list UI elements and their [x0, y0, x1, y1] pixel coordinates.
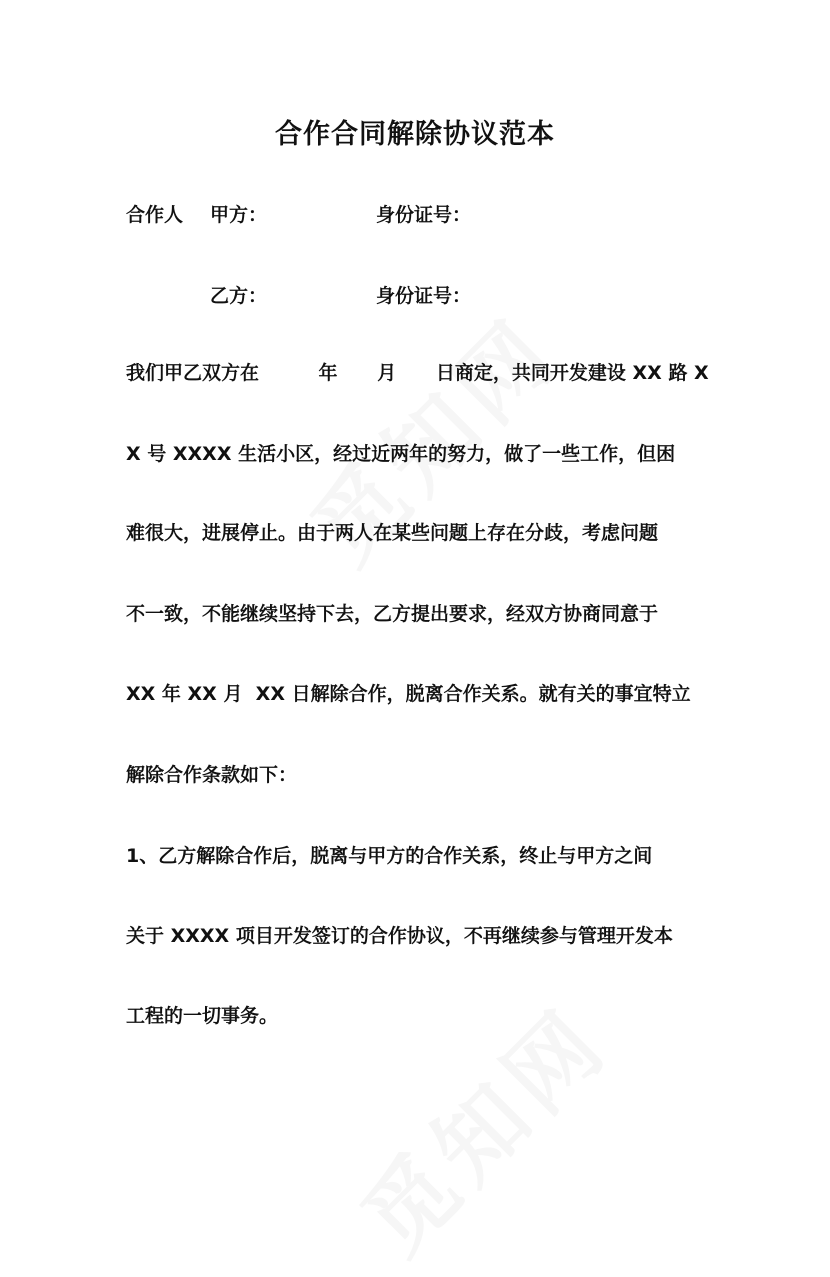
body-line: 关于 XXXX 项目开发签订的合作协议，不再继续参与管理开发本	[126, 925, 673, 947]
party-a-id-label: 身份证号：	[376, 204, 472, 226]
watermark	[328, 973, 632, 1277]
body-line: X 号 XXXX 生活小区，经过近两年的努力，做了一些工作，但困	[126, 443, 676, 465]
document-title: 合作合同解除协议范本	[275, 119, 555, 150]
party-b-id-label: 身份证号：	[376, 285, 472, 307]
body-line: 我们甲乙双方在 年 月 日商定，共同开发建设 XX 路 X	[126, 362, 709, 384]
body-line: 工程的一切事务。	[126, 1005, 279, 1027]
body-line: 1、乙方解除合作后，脱离与甲方的合作关系，终止与甲方之间	[126, 845, 653, 867]
body-line: XX 年 XX 月 XX 日解除合作，脱离合作关系。就有关的事宜特立	[126, 683, 691, 705]
body-line: 难很大，进展停止。由于两人在某些问题上存在分歧，考虑问题	[126, 522, 659, 544]
body-line: 解除合作条款如下：	[126, 764, 298, 786]
party-a-label: 甲方：	[210, 204, 268, 226]
body-line: 不一致，不能继续坚持下去，乙方提出要求，经双方协商同意于	[126, 603, 659, 625]
party-b-label: 乙方：	[210, 285, 268, 307]
role-label: 合作人	[126, 204, 184, 226]
